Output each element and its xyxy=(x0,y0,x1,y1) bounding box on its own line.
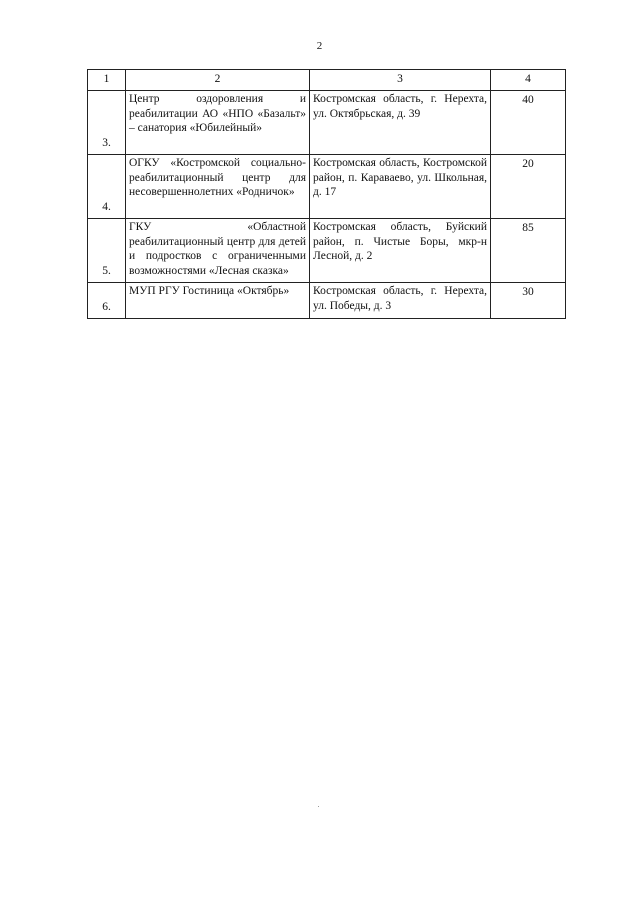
table-row xyxy=(88,219,566,283)
facility-address: Костромская область, Буйский район, п. Чистые Боры, мкр-н Лесной, д. 2 xyxy=(310,219,491,283)
scan-speck xyxy=(318,806,319,807)
facility-capacity: 30 xyxy=(491,283,566,319)
facility-address: Костромская область, г. Нерехта, ул. Победы, д. 3 xyxy=(310,283,491,319)
facilities-table xyxy=(87,69,566,319)
facility-capacity: 20 xyxy=(491,155,566,219)
row-number: 3. xyxy=(88,91,126,155)
facility-name: ГКУ «Областной реабилитационный центр для детей и подростков с ограниченными возможностями «Лесная сказка» xyxy=(126,219,310,283)
header-cell-4: 4 xyxy=(491,70,566,91)
page-number: 2 xyxy=(316,40,323,52)
table-row xyxy=(88,91,566,155)
facility-address: Костромская область, Костромской район, п. Караваево, ул. Школьная, д. 17 xyxy=(310,155,491,219)
row-number: 6. xyxy=(88,283,126,319)
table-row xyxy=(88,155,566,219)
header-cell-3: 3 xyxy=(310,70,491,91)
header-cell-2: 2 xyxy=(126,70,310,91)
facility-name: МУП РГУ Гостиница «Октябрь» xyxy=(126,283,310,319)
table-header-row xyxy=(88,70,566,91)
table-row xyxy=(88,283,566,319)
row-number: 4. xyxy=(88,155,126,219)
facility-capacity: 85 xyxy=(491,219,566,283)
facility-capacity: 40 xyxy=(491,91,566,155)
header-cell-1: 1 xyxy=(88,70,126,91)
facility-name: ОГКУ «Костромской социально-реабилитационный центр для несовершеннолетних «Родничок» xyxy=(126,155,310,219)
row-number: 5. xyxy=(88,219,126,283)
facility-name: Центр оздоровления и реабилитации АО «НПО «Базальт» – санатория «Юбилейный» xyxy=(126,91,310,155)
facility-address: Костромская область, г. Нерехта, ул. Октябрьская, д. 39 xyxy=(310,91,491,155)
